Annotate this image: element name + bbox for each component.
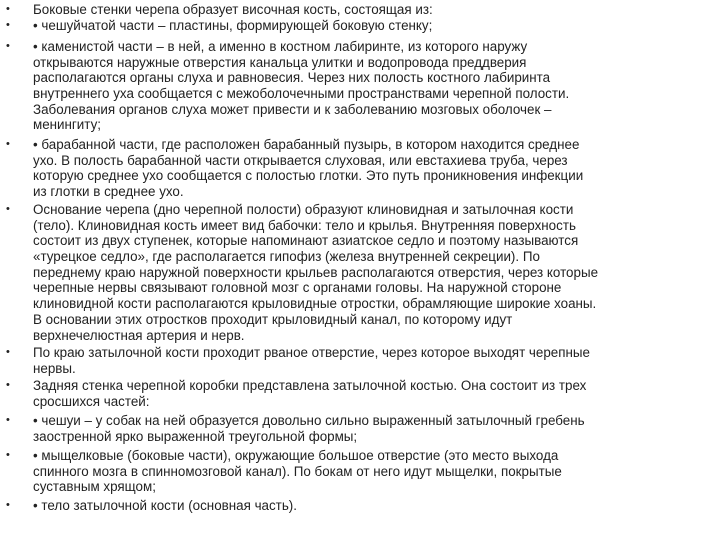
text-line: • чешуйчатой части – пластины, формирующей боковую стенку; bbox=[33, 18, 433, 33]
bullet-icon: • bbox=[6, 40, 10, 52]
text-line: «турецкое седло», где располагается гипофиз (железа внутренней секреции). По bbox=[33, 249, 540, 265]
item-text bbox=[33, 18, 720, 34]
bullet-icon: • bbox=[6, 379, 10, 391]
text-line: которую среднее ухо сообщается с полостью глотки. Это путь проникновения инфекции bbox=[33, 168, 584, 184]
text-line: • каменистой части – в ней, а именно в костном лабиринте, из которого наружу bbox=[33, 39, 528, 54]
text-line: внутреннего уха сообщается с межоболочечными пространствами черепной полости. bbox=[33, 86, 570, 102]
bullet-icon: • bbox=[6, 19, 10, 31]
text-line: располагаются органы слуха и равновесия. Через них полость костного лабиринта bbox=[33, 70, 551, 86]
bullet-icon: • bbox=[6, 414, 10, 426]
text-line: Боковые стенки черепа образует височная кость, состоящая из: bbox=[33, 2, 433, 17]
text-line: нервы. bbox=[33, 360, 76, 376]
text-line: суставным хрящом; bbox=[33, 479, 156, 495]
text-line: • чешуи – у собак на ней образуется довольно сильно выраженный затылочный гребень bbox=[33, 413, 585, 428]
text-line: клиновидной кости располагаются крыловидные отростки, обрамляющие широкие хоаны. bbox=[33, 296, 597, 312]
text-line: По краю затылочной кости проходит рваное отверстие, через которое выходят черепные bbox=[33, 345, 590, 360]
text-line: состоит из двух ступенек, которые напоминают азиатское седло и поэтому называются bbox=[33, 233, 579, 249]
item-text bbox=[33, 39, 720, 133]
text-line: менингиту; bbox=[33, 117, 101, 133]
item-text bbox=[33, 2, 720, 18]
text-line: В основании этих отростков проходит крыловидный канал, по которому идут bbox=[33, 311, 513, 327]
item-text bbox=[33, 413, 720, 444]
text-line: • мыщелковые (боковые части), окружающие большое отверстие (это место выхода bbox=[33, 448, 559, 463]
text-line: Основание черепа (дно черепной полости) образуют клиновидная и затылочная кости bbox=[33, 202, 574, 217]
bullet-icon: • bbox=[6, 203, 10, 215]
item-text bbox=[33, 498, 720, 514]
text-line: Заболевания органов слуха может привести и к заболеванию мозговых оболочек – bbox=[33, 101, 552, 117]
item-text bbox=[33, 345, 720, 376]
bullet-icon: • bbox=[6, 138, 10, 150]
text-line: черепные нервы связывают головной мозг с органами головы. На наружной стороне bbox=[33, 280, 562, 296]
text-line: Задняя стенка черепной коробки представлена затылочной костью. Она состоит из трех bbox=[33, 378, 587, 393]
item-text bbox=[33, 378, 720, 409]
text-line: заостренной ярко выраженной треугольной формы; bbox=[33, 428, 358, 444]
text-line: сросшихся частей: bbox=[33, 393, 150, 409]
text-line: спинного мозга в спинномозговой канал). По бокам от него идут мыщелки, покрытые bbox=[33, 463, 562, 479]
item-text bbox=[33, 448, 720, 495]
text-line: (тело). Клиновидная кость имеет вид бабочки: тело и крылья. Внутренняя поверхность bbox=[33, 217, 576, 233]
bullet-icon: • bbox=[6, 346, 10, 358]
bullet-icon: • bbox=[6, 3, 10, 15]
item-text bbox=[33, 202, 720, 343]
text-line: переднему краю наружной поверхности крыльев располагаются отверстия, через которые bbox=[33, 264, 599, 280]
bullet-icon: • bbox=[6, 449, 10, 461]
text-line: из глотки в среднее ухо. bbox=[33, 184, 184, 200]
text-line: • барабанной части, где расположен барабанный пузырь, в котором находится среднее bbox=[33, 137, 580, 152]
text-line: ухо. В полость барабанной части открывается слуховая, или евстахиева труба, через bbox=[33, 152, 568, 168]
item-text bbox=[33, 137, 720, 200]
bullet-icon: • bbox=[6, 499, 10, 511]
text-line: • тело затылочной кости (основная часть). bbox=[33, 498, 297, 513]
text-line: верхнечелюстная артерия и нерв. bbox=[33, 327, 245, 343]
text-line: открываются наружные отверстия канальца улитки и водопровода преддверия bbox=[33, 54, 527, 70]
